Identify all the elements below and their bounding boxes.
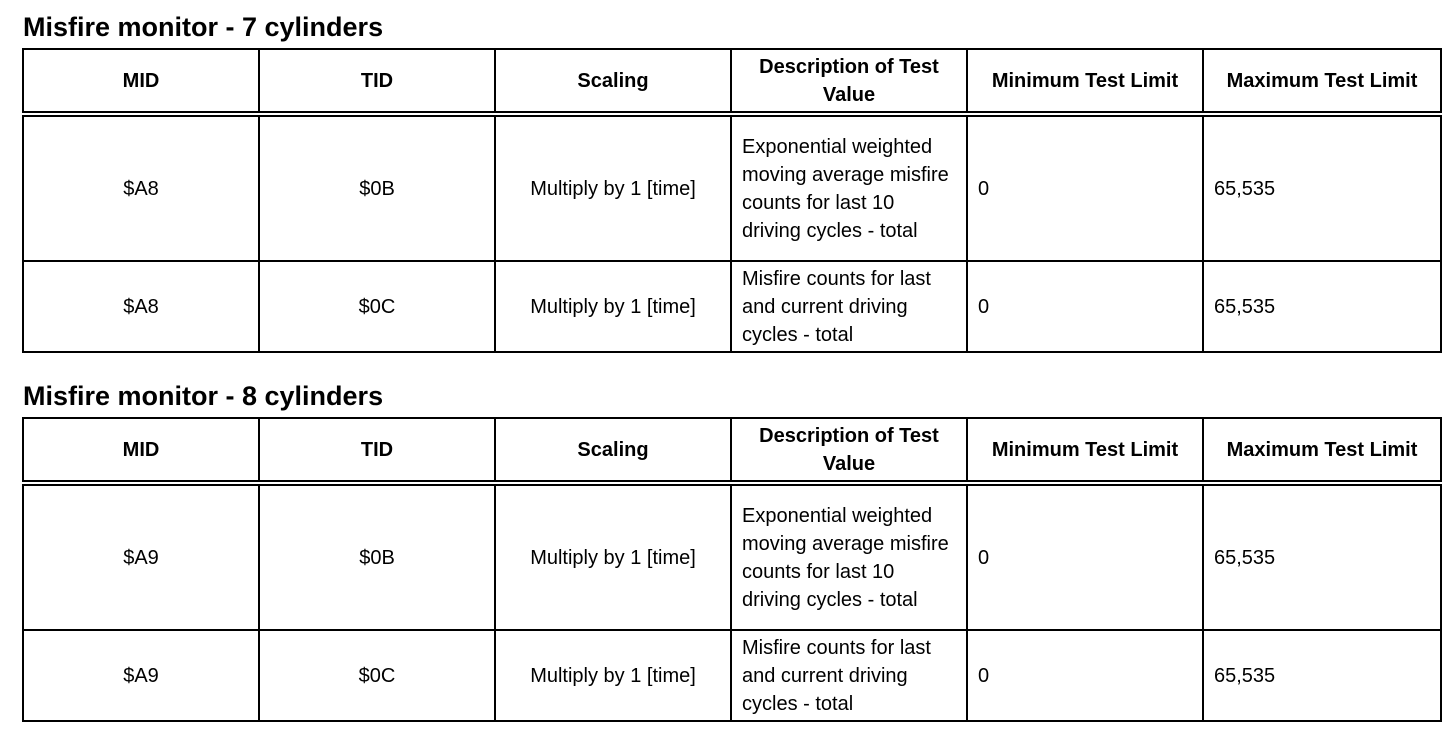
table-header-row — [23, 49, 1441, 114]
max-limit-cell: 65,535 — [1203, 114, 1441, 261]
scaling-cell: Multiply by 1 [time] — [495, 261, 731, 352]
table-row — [23, 483, 1441, 630]
table-row — [23, 261, 1441, 352]
max-limit-cell: 65,535 — [1203, 483, 1441, 630]
column-header-maximum-test-limit: Maximum Test Limit — [1203, 49, 1441, 114]
mid-cell: $A8 — [23, 261, 259, 352]
description-cell: Misfire counts for last and current driving cycles - total — [731, 261, 967, 352]
column-header-minimum-test-limit: Minimum Test Limit — [967, 49, 1203, 114]
column-header-scaling: Scaling — [495, 49, 731, 114]
column-header-mid: MID — [23, 418, 259, 483]
table-row — [23, 114, 1441, 261]
tid-cell: $0B — [259, 114, 495, 261]
table-header-row — [23, 418, 1441, 483]
column-header-minimum-test-limit: Minimum Test Limit — [967, 418, 1203, 483]
tid-cell: $0C — [259, 261, 495, 352]
column-header-mid: MID — [23, 49, 259, 114]
tid-cell: $0B — [259, 483, 495, 630]
misfire-table-8-cylinders — [22, 417, 1442, 722]
tid-cell: $0C — [259, 630, 495, 721]
table-row — [23, 630, 1441, 721]
min-limit-cell: 0 — [967, 483, 1203, 630]
description-cell: Exponential weighted moving average misfire counts for last 10 driving cycles - total — [731, 114, 967, 261]
scaling-cell: Multiply by 1 [time] — [495, 483, 731, 630]
column-header-description: Description of Test Value — [731, 49, 967, 114]
scaling-cell: Multiply by 1 [time] — [495, 114, 731, 261]
column-header-scaling: Scaling — [495, 418, 731, 483]
description-cell: Misfire counts for last and current driving cycles - total — [731, 630, 967, 721]
mid-cell: $A9 — [23, 630, 259, 721]
section-title: Misfire monitor - 7 cylinders — [23, 12, 384, 42]
misfire-table-7-cylinders — [22, 48, 1442, 353]
min-limit-cell: 0 — [967, 114, 1203, 261]
mid-cell: $A8 — [23, 114, 259, 261]
description-cell: Exponential weighted moving average misfire counts for last 10 driving cycles - total — [731, 483, 967, 630]
section-title: Misfire monitor - 8 cylinders — [23, 381, 384, 411]
scaling-cell: Multiply by 1 [time] — [495, 630, 731, 721]
mid-cell: $A9 — [23, 483, 259, 630]
column-header-tid: TID — [259, 418, 495, 483]
max-limit-cell: 65,535 — [1203, 630, 1441, 721]
column-header-description: Description of Test Value — [731, 418, 967, 483]
column-header-tid: TID — [259, 49, 495, 114]
max-limit-cell: 65,535 — [1203, 261, 1441, 352]
column-header-maximum-test-limit: Maximum Test Limit — [1203, 418, 1441, 483]
min-limit-cell: 0 — [967, 630, 1203, 721]
min-limit-cell: 0 — [967, 261, 1203, 352]
